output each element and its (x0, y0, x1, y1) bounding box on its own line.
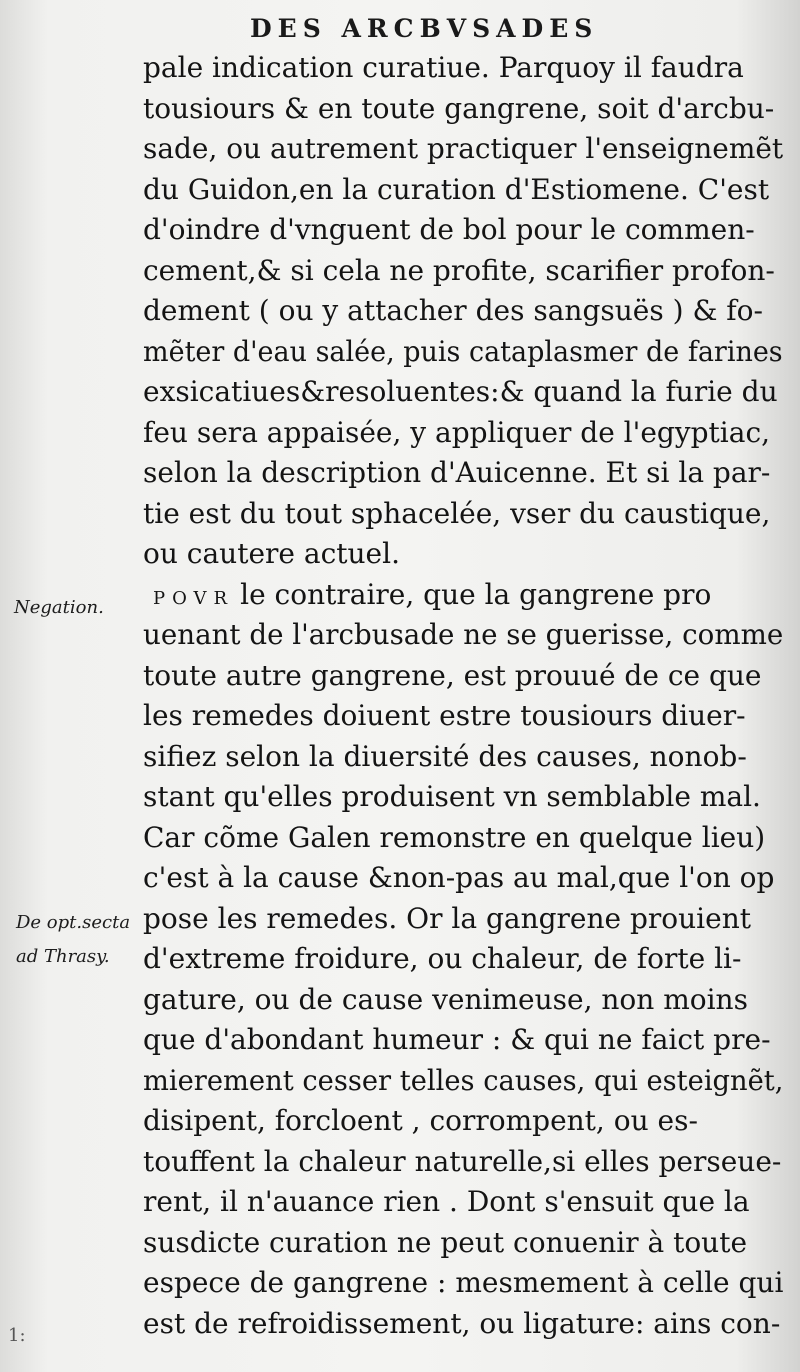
text-line: cement,& si cela ne profite, scarifier profon- (143, 253, 775, 287)
stray-print-mark: 1: (8, 1325, 26, 1346)
paragraph-opening-text: le contraire, que la gangrene pro (240, 577, 712, 611)
text-line: tousiours & en toute gangrene, soit d'arcbu- (143, 91, 775, 125)
margin-note-negation: Negation. (14, 597, 104, 618)
text-line: les remedes doiuent estre tousiours diuer- (143, 699, 746, 732)
text-line: d'extreme froidure, ou chaleur, de forte li- (143, 942, 742, 975)
text-line: espece de gangrene : mesmement à celle qui (143, 1266, 784, 1299)
text-line: ou cautere actuel. (143, 537, 400, 570)
text-line: pose les remedes. Or la gangrene prouient (143, 901, 751, 935)
text-line: disipent, forcloent , corrompent, ou es- (143, 1104, 698, 1137)
text-line: sifiez selon la diuersité des causes, nonob- (143, 739, 747, 773)
text-line: c'est à la cause &non-pas au mal,que l'on op (143, 861, 775, 894)
text-line: sade, ou autrement practiquer l'enseignemẽt (143, 132, 784, 165)
running-title: DES ARCBVSADES (250, 14, 599, 43)
text-line: toute autre gangrene, est prouué de ce que (143, 658, 762, 692)
margin-note-reference-line: De opt.secta (16, 912, 131, 933)
text-line: du Guidon,en la curation d'Estiomene. C'est (143, 172, 770, 206)
text-line: selon la description d'Auicenne. Et si la par- (143, 456, 771, 489)
text-line: susdicte curation ne peut conuenir à toute (143, 1225, 748, 1259)
margin-note-reference (16, 906, 130, 974)
paragraph-opening-line (143, 575, 783, 616)
paragraph-lead-word: POVR (153, 587, 235, 609)
text-line: tie est du tout sphacelée, vser du caustique, (143, 496, 771, 530)
text-line: exsicatiues&resoluentes:& quand la furie du (143, 375, 778, 408)
text-line: mẽter d'eau salée, puis cataplasmer de farines (143, 334, 783, 368)
text-line: rent, il n'auance rien . Dont s'ensuit que la (143, 1185, 750, 1218)
text-line: feu sera appaisée, y appliquer de l'egyptiac, (143, 415, 771, 449)
text-line: uenant de l'arcbusade ne se guerisse, comme (143, 618, 784, 651)
margin-note-reference-line: ad Thrasy. (16, 946, 110, 967)
text-line: Car cõme Galen remonstre en quelque lieu) (143, 820, 766, 854)
text-line: que d'abondant humeur : & qui ne faict pre- (143, 1023, 771, 1056)
text-line: est de refroidissement, ou ligature: ains con- (143, 1306, 781, 1340)
text-line: mierement cesser telles causes, qui esteignẽt, (143, 1063, 784, 1097)
text-line: touffent la chaleur naturelle,si elles perseue- (143, 1144, 782, 1178)
body-text (143, 48, 783, 1344)
text-line: gature, ou de cause venimeuse, non moins (143, 982, 748, 1016)
text-line: stant qu'elles produisent vn semblable mal. (143, 780, 761, 813)
text-line: dement ( ou y attacher des sangsuës ) & fo- (143, 294, 763, 327)
text-line: pale indication curatiue. Parquoy il faudra (143, 51, 744, 84)
text-line: d'oindre d'vnguent de bol pour le commen- (143, 213, 755, 246)
